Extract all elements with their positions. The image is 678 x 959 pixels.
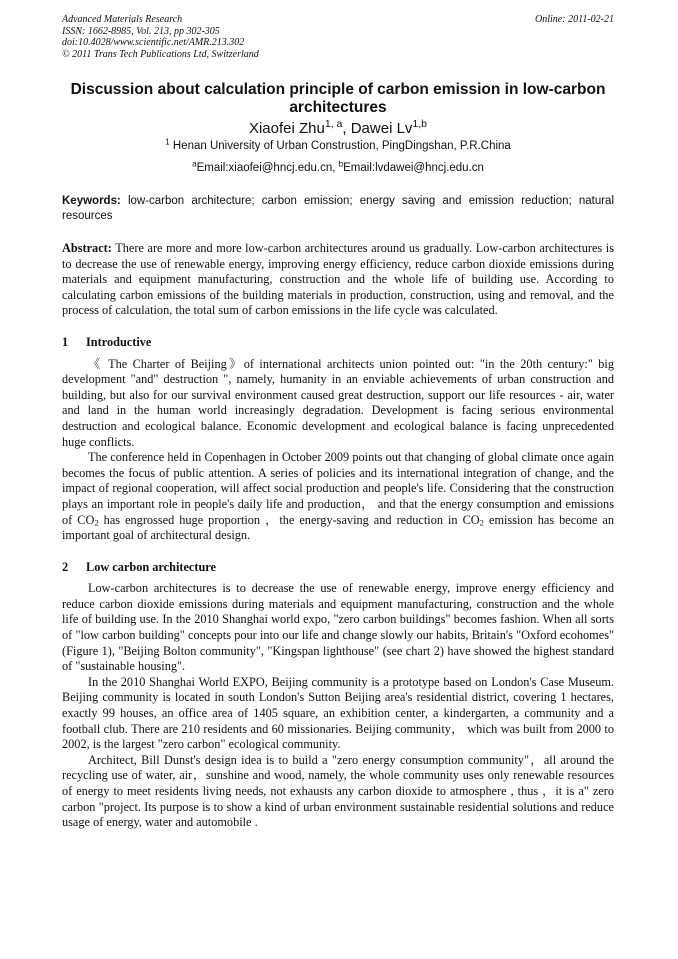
abstract-text: There are more and more low-carbon architectures around us gradually. Low-carbon architectures is to decrease the use of renewable energy, improving energy efficiency, reduce carbon dioxide emissions during materials and equipment manufacturing, construction and the whole life of building use. According to calculating carbon emissions of the building materials in production, construction, using and removal, and the process of calculation, the total sum of carbon emissions in the life cycle was calculated. [62,241,614,318]
author-affiliation-mark: 1,b [412,118,428,131]
text-run: emission has become an important goal of architectural design. [62,512,614,543]
section-body [62,581,614,831]
section-body [62,357,614,544]
subscript: 2 [94,516,99,527]
section-title: Low carbon architecture [86,559,217,574]
affiliation-text: Henan University of Urban Construstion, PingDingshan, P.R.China [172,140,511,152]
doi-line: doi:10.4028/www.scientific.net/AMR.213.302 [62,37,245,48]
paragraph [62,581,614,675]
email-address[interactable]: Email:lvdawei@hncj.edu.cn [343,162,484,174]
text-run: In the 2010 Shanghai World EXPO, Beijing community is a prototype based on London's Case Museum. Beijing community is located in south London's Sutton Beijing area's residential district, covering 1 hectares, exactly 99 houses, an office area of 1405 square, an exhibition center, a kindergarten, a community and a football club. There are 210 residents and 60 missionaries. Beijing community， which was built from 2000 to 2002, is the largest "zero carbon" ecological community. [62,674,614,752]
author-list [62,120,614,137]
author-separator: , [342,120,351,137]
text-run: Architect, Bill Dunst's design idea is to build a "zero energy consumption community"，all around the recycling use of water, air，sunshine and wood, namely, the whole community uses only renewable resources of energy to meet residents living needs, not exhausts any carbon dioxide to atmosphere , thus ，it is a" zero carbon "project. Its purpose is to show a kind of urban environment sustainable residential solutions and reduce usage of energy, water and automobile . [62,752,614,830]
email-line [62,161,614,175]
author-affiliation-mark: 1, a [324,118,343,131]
affiliation [62,139,614,153]
section-number: 1 [62,334,69,349]
text-run: The conference held in Copenhagen in October 2009 points out that changing of global climate once again becomes the focus of public attention. A series of policies and its international integration of change, and the impact of regional cooperation, will affect social production and people's life. Considering that the construction plays an important role in people's daily life and production， and that the energy consumption and emissions of CO [62,450,614,527]
text-run: Low-carbon architectures is to decrease the use of renewable energy, improve energy efficiency and reduce carbon dioxide emissions during materials and equipment manufacturing, construction and the whole life of building use. In the 2010 Shanghai world expo, "zero carbon buildings" becomes fashion. When all sorts of "low carbon building" concepts pour into our life and change slowly our habits, Britain's "Oxford ecohomes" (Figure 1), "Beijing Bolton community", "Kingspan lighthouse" (see chart 2) have showed the highest standard of "sustainable housing". [62,581,614,674]
keywords-text: low-carbon architecture; carbon emission; energy saving and emission reduction; natural resources [62,195,614,222]
journal-header [62,14,614,60]
abstract-label: Abstract: [62,241,112,255]
author-name: Dawei Lv [350,120,413,137]
text-run: 《 The Charter of Beijing》of international architects union pointed out: "in the 20th century:" big development "and" destruction ", namely, humanity in an enviable achievements of urban construction and building, but also for our survival environment caused great destruction, support our life resources - air, water and land in the human world increasingly degradation. Development is facing serious environmental destruction and ecological balance. Economic development and ecological balance is facing unprecedented huge conflicts. [62,356,614,449]
paragraph [62,357,614,451]
affiliation-mark: 1 [165,137,170,147]
paper-title: Discussion about calculation principle of carbon emission in low-carbon architectures [70,81,606,116]
paragraph [62,675,614,753]
issn-line: ISSN: 1662-8985, Vol. 213, pp 302-305 [62,25,220,37]
section-title: Introductive [86,334,152,349]
online-date: Online: 2011-02-21 [535,14,614,25]
paper-page [62,14,614,831]
email-address[interactable]: Email:xiaofei@hncj.edu.cn [196,162,333,174]
email-mark: b [338,159,344,169]
copyright-line: © 2011 Trans Tech Publications Ltd, Switzerland [62,48,259,60]
section-heading [62,335,614,351]
section-heading [62,560,614,576]
author-name: Xiaofei Zhu [248,120,325,137]
section-number: 2 [62,559,69,574]
journal-name: Advanced Materials Research [62,14,183,25]
text-run: has engrossed huge proportion ，the energy-saving and reduction in CO [98,512,480,527]
keywords [62,194,614,224]
subscript: 2 [479,516,484,527]
paragraph [62,753,614,831]
abstract [62,241,614,319]
email-mark: a [192,159,197,169]
email-separator: , [332,162,339,174]
keywords-label: Keywords: [62,195,121,207]
paragraph [62,450,614,544]
